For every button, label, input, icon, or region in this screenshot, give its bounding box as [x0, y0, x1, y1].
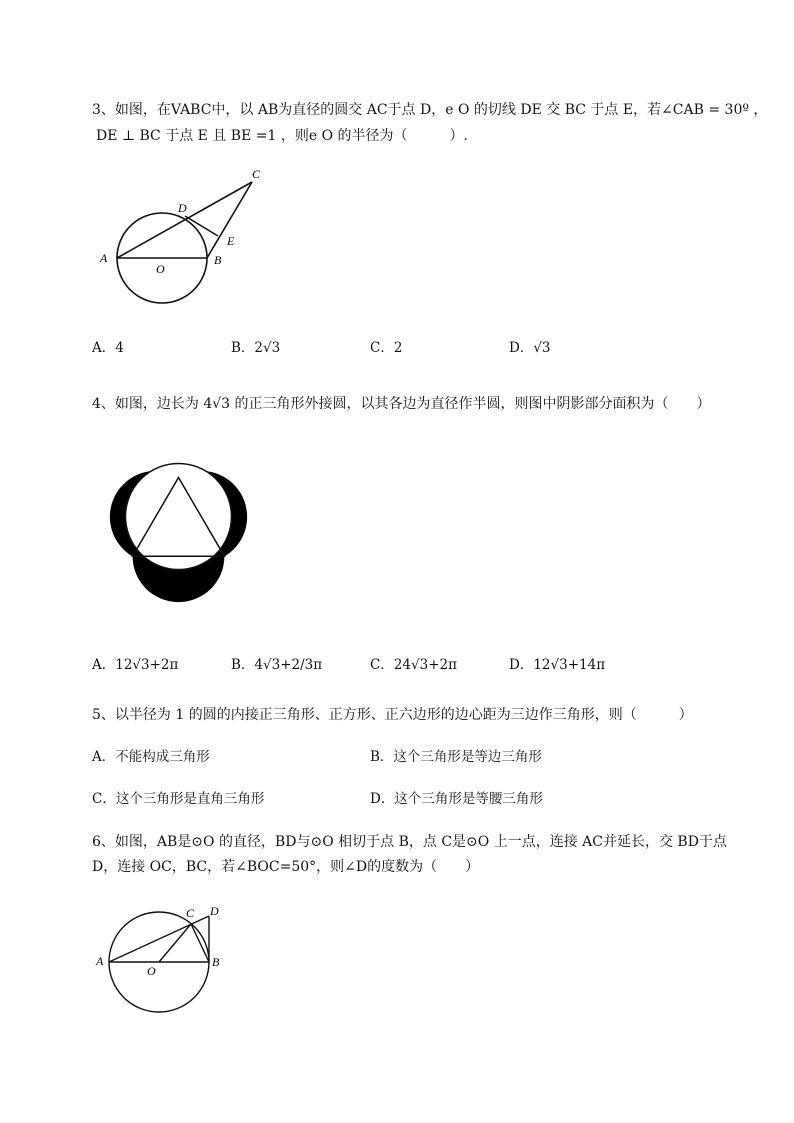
option-value: √3	[533, 340, 551, 356]
option-value: 4√3+2/3π	[254, 657, 323, 673]
option-letter: A．	[92, 340, 116, 356]
q5-option-d[interactable]	[370, 790, 543, 808]
option-letter: B．	[370, 749, 394, 765]
q3-label-b: B	[214, 253, 222, 267]
q3-figure	[95, 160, 275, 310]
q5-text: 5、以半径为 1 的圆的内接正三角形、正方形、正六边形的边心距为三边作三角形，则（ ）	[92, 707, 693, 723]
option-value: 2	[393, 340, 403, 356]
option-value: 4	[115, 340, 124, 356]
option-letter: D．	[509, 340, 534, 356]
q3-text-line1: 3、如图，在VABC中，以 AB为直径的圆交 AC于点 D，e O 的切线 DE 交 BC 于点 E，若∠CAB = 30º ，	[92, 102, 768, 118]
q3-tangent-de	[185, 216, 218, 236]
q3-label-d: D	[178, 201, 187, 215]
option-letter: D．	[509, 657, 534, 673]
q3-label-a: A	[100, 251, 108, 265]
option-letter: B．	[231, 340, 255, 356]
option-value: 12√3+14π	[533, 657, 606, 673]
q4-option-c[interactable]	[370, 656, 457, 674]
q6-segment-oc	[159, 924, 191, 962]
q6-label-o: O	[147, 964, 156, 978]
option-letter: C．	[370, 657, 394, 673]
option-value: 这个三角形是等边三角形	[393, 749, 542, 765]
q6-label-c: C	[186, 906, 195, 920]
q6-text-line2: D，连接 OC，BC，若∠BOC=50°，则∠D的度数为（ ）	[92, 859, 480, 875]
q6-figure	[92, 900, 242, 1020]
q6-label-d: D	[210, 904, 219, 918]
q3-text-line2: DE ⊥ BC 于点 E 且 BE =1 ，则e O 的半径为（ ）.	[96, 128, 468, 144]
q4-option-b[interactable]	[231, 656, 322, 674]
q3-option-a[interactable]	[92, 339, 124, 357]
q5-option-b[interactable]	[370, 748, 542, 766]
q3-label-c: C	[252, 167, 261, 181]
q4-figure	[100, 435, 260, 615]
option-value: 24√3+2π	[393, 657, 457, 673]
option-letter: A．	[92, 749, 116, 765]
q4-option-d[interactable]	[509, 656, 605, 674]
option-value: 12√3+2π	[115, 657, 179, 673]
q4-option-a[interactable]	[92, 656, 178, 674]
option-value: 这个三角形是直角三角形	[115, 791, 265, 807]
q6-label-b: B	[212, 955, 220, 969]
option-letter: D．	[370, 791, 395, 807]
q5-option-a[interactable]	[92, 748, 210, 766]
option-value: 不能构成三角形	[115, 749, 210, 765]
q6-text-line1: 6、如图，AB是⊙O 的直径，BD与⊙O 相切于点 B，点 C是⊙O 上一点，连接 AC并延长，交 BD于点	[92, 834, 727, 850]
option-value: 这个三角形是等腰三角形	[394, 791, 543, 807]
q4-circumcircle	[126, 464, 232, 570]
q3-option-c[interactable]	[370, 339, 402, 357]
q6-segment-bc	[191, 924, 209, 962]
option-letter: B．	[231, 657, 255, 673]
q3-option-d[interactable]	[509, 339, 551, 357]
q3-option-b[interactable]	[231, 339, 280, 357]
q3-label-e: E	[227, 234, 235, 248]
q3-label-o: O	[156, 262, 165, 276]
option-value: 2√3	[254, 340, 281, 356]
q6-line-ad	[109, 916, 209, 962]
q6-label-a: A	[96, 954, 104, 968]
q4-text: 4、如图，边长为 4√3 的正三角形外接圆，以其各边为直径作半圆，则图中阴影部分面积为（ ）	[92, 396, 711, 412]
option-letter: C．	[92, 791, 116, 807]
option-letter: C．	[370, 340, 394, 356]
q5-option-c[interactable]	[92, 790, 264, 808]
option-letter: A．	[92, 657, 116, 673]
